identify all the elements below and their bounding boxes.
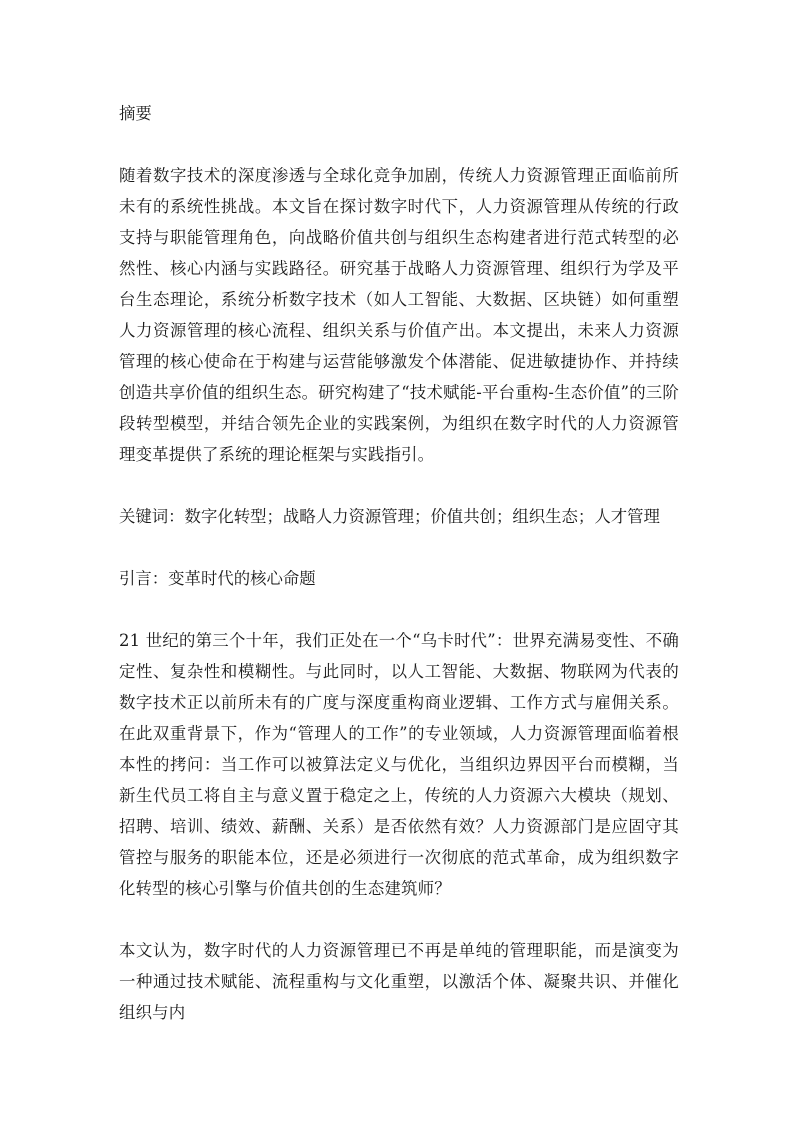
abstract-body: 随着数字技术的深度渗透与全球化竞争加剧，传统人力资源管理正面临前所未有的系统性挑战。本文旨在探讨数字时代下，人力资源管理从传统的行政支持与职能管理角色，向战略价值共创与组织生态构建者进行范式转型的必然性、核心内涵与实践路径。研究基于战略人力资源管理、组织行为学及平台生态理论，系统分析数字技术（如人工智能、大数据、区块链）如何重塑人力资源管理的核心流程、组织关系与价值产出。本文提出，未来人力资源管理的核心使命在于构建与运营能够激发个体潜能、促进敏捷协作、并持续创造共享价值的组织生态。研究构建了“技术赋能-平台重构-生态价值”的三阶段转型模型，并结合领先企业的实践案例，为组织在数字时代的人力资源管理变革提供了系统的理论框架与实践指引。	[119, 166, 679, 464]
spacer	[119, 470, 679, 501]
abstract-heading: 摘要	[119, 104, 152, 123]
spacer	[119, 129, 679, 160]
introduction-paragraph: 本文认为，数字时代的人力资源管理已不再是单纯的管理职能，而是演变为一种通过技术赋能、流程重构与文化重塑，以激活个体、凝聚共识、并催化组织与内	[119, 941, 679, 1022]
spacer	[119, 594, 679, 625]
introduction-paragraph: 21 世纪的第三个十年，我们正处在一个“乌卡时代”：世界充满易变性、不确定性、复杂性和模糊性。与此同时，以人工智能、大数据、物联网为代表的数字技术正以前所未有的广度与深度重构商业逻辑、工作方式与雇佣关系。在此双重背景下，作为“管理人的工作”的专业领域，人力资源管理面临着根本性的拷问：当工作可以被算法定义与优化，当组织边界因平台而模糊，当新生代员工将自主与意义置于稳定之上，传统的人力资源六大模块（规划、招聘、培训、绩效、薪酬、关系）是否依然有效？人力资源部门是应固守其管控与服务的职能本位，还是必须进行一次彻底的范式革命，成为组织数字化转型的核心引擎与价值共创的生态建筑师？	[119, 631, 679, 898]
spacer	[119, 904, 679, 935]
keywords-line: 关键词：数字化转型；战略人力资源管理；价值共创；组织生态；人才管理	[119, 507, 660, 526]
document-page	[119, 98, 679, 1028]
spacer	[119, 532, 679, 563]
introduction-heading: 引言：变革时代的核心命题	[119, 569, 316, 588]
